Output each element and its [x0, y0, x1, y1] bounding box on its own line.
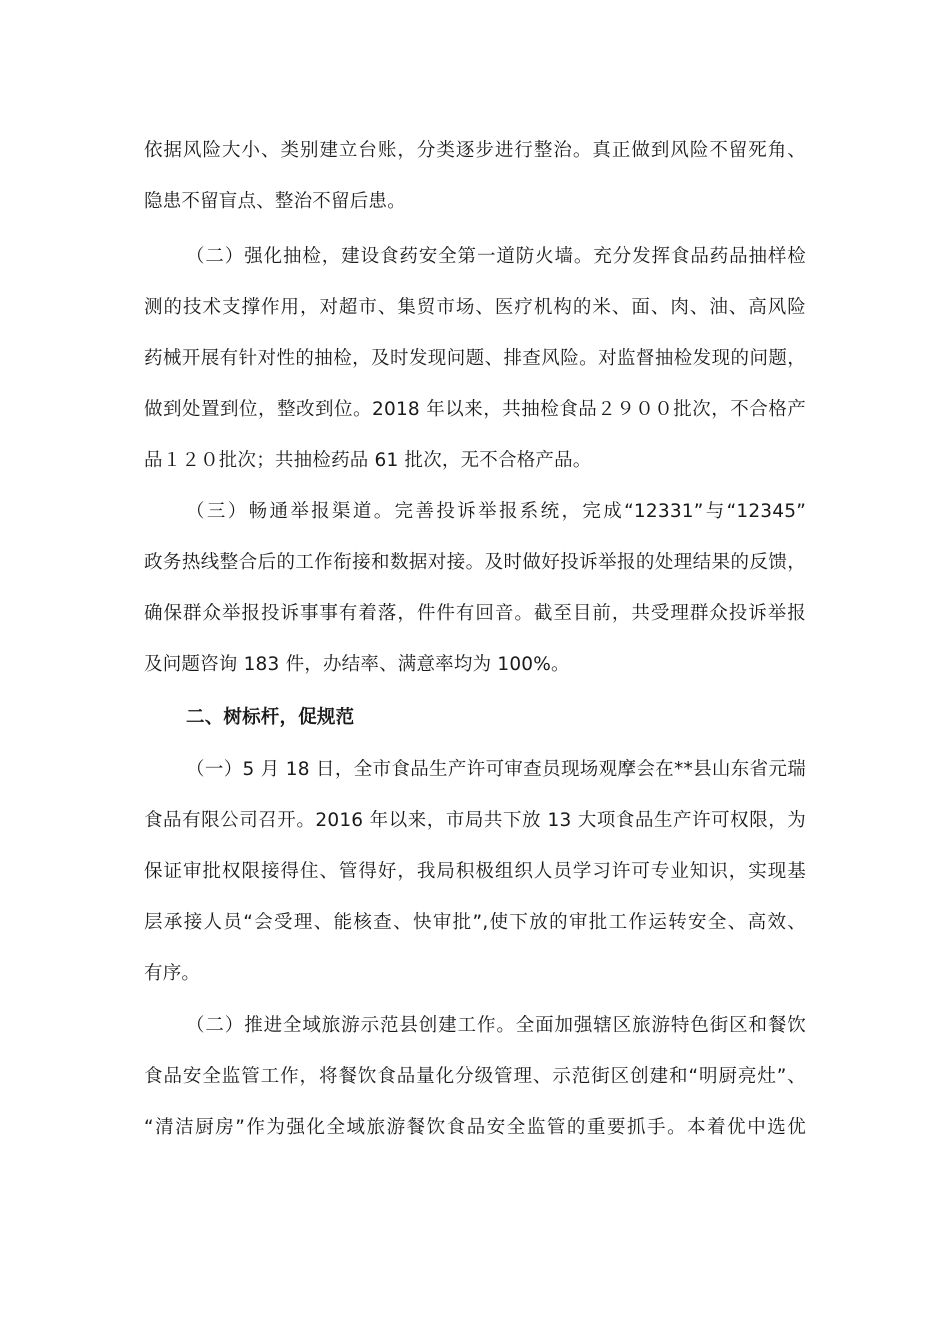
text-line: 及问题咨询 183 件，办结率、满意率均为 100%。 [144, 654, 570, 675]
text-line: 食品安全监管工作，将餐饮食品量化分级管理、示范街区创建和“明厨亮灶”、 [144, 1066, 806, 1087]
text-line: （一）5 月 18 日，全市食品生产许可审查员现场观摩会在**县山东省元瑞 [186, 759, 806, 780]
text-line: 药械开展有针对性的抽检，及时发现问题、排查风险。对监督抽检发现的问题， [144, 348, 806, 369]
paragraph-risk-ledger [144, 125, 806, 227]
text-line: 隐患不留盲点、整治不留后患。 [144, 191, 406, 212]
paragraph-complaint-channels [144, 486, 806, 690]
text-line: 有序。 [144, 963, 201, 984]
paragraph-tourism-demo [144, 1000, 806, 1153]
text-line: 做到处置到位，整改到位。2018 年以来，共抽检食品２９００批次，不合格产 [144, 399, 806, 420]
paragraph-sampling-inspection [144, 231, 806, 486]
text-line: 品１２０批次；共抽检药品 61 批次，无不合格产品。 [144, 450, 592, 471]
text-line: “清洁厨房”作为强化全域旅游餐饮食品安全监管的重要抓手。本着优中选优 [144, 1117, 806, 1138]
text-line: 保证审批权限接得住、管得好，我局积极组织人员学习许可专业知识，实现基 [144, 861, 806, 882]
text-line: 层承接人员“会受理、能核查、快审批”,使下放的审批工作运转安全、高效、 [144, 912, 806, 933]
text-line: （二）推进全域旅游示范县创建工作。全面加强辖区旅游特色街区和餐饮 [186, 1015, 806, 1036]
text-line: 食品有限公司召开。2016 年以来，市局共下放 13 大项食品生产许可权限，为 [144, 810, 806, 831]
text-line: 测的技术支撑作用，对超市、集贸市场、医疗机构的米、面、肉、油、高风险 [144, 297, 806, 318]
section-heading [144, 692, 806, 743]
text-line: 依据风险大小、类别建立台账，分类逐步进行整治。真正做到风险不留死角、 [144, 140, 806, 161]
section-heading-text: 二、树标杆，促规范 [186, 707, 355, 728]
text-line: （三）畅通举报渠道。完善投诉举报系统，完成“12331”与“12345” [186, 501, 806, 522]
text-line: （二）强化抽检，建设食药安全第一道防火墙。充分发挥食品药品抽样检 [186, 246, 806, 267]
text-line: 确保群众举报投诉事事有着落，件件有回音。截至目前，共受理群众投诉举报 [144, 603, 806, 624]
text-line: 政务热线整合后的工作衔接和数据对接。及时做好投诉举报的处理结果的反馈， [144, 552, 806, 573]
paragraph-licensing-meeting [144, 744, 806, 999]
